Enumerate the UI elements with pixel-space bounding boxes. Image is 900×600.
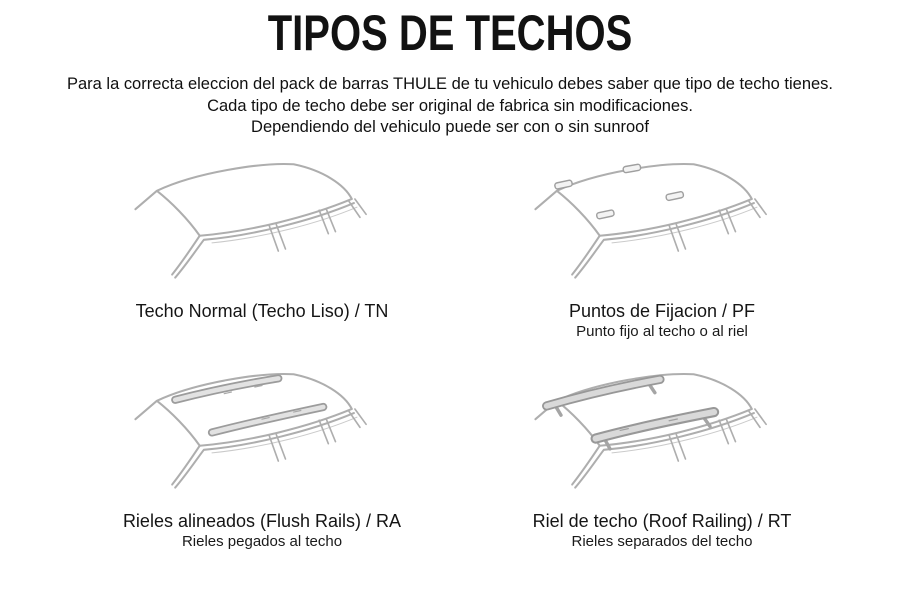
roof-railing-roof-sketch-icon xyxy=(492,360,832,508)
intro-line-3: Dependiendo del vehiculo puede ser con o sin sunroof xyxy=(251,117,649,136)
roof-type-card-tn xyxy=(72,150,452,322)
roof-type-sublabel-pf: Punto fijo al techo o al riel xyxy=(576,323,748,340)
page-title: TIPOS DE TECHOS xyxy=(267,5,633,61)
flush-rails-roof-sketch-icon xyxy=(92,360,432,508)
normal-roof-sketch-icon xyxy=(92,150,432,298)
roof-type-card-rt xyxy=(472,360,852,551)
fixpoint-roof-sketch-icon xyxy=(492,150,832,298)
roof-type-sublabel-ra: Rieles pegados al techo xyxy=(181,533,343,550)
roof-type-label-pf: Puntos de Fijacion / PF xyxy=(568,301,756,321)
roof-type-sublabel-rt: Rieles separados del techo xyxy=(571,533,753,550)
intro-line-1: Para la correcta eleccion del pack de barras THULE de tu vehiculo debes saber que tipo de techo tienes. xyxy=(66,74,834,93)
roof-type-label-ra: Rieles alineados (Flush Rails) / RA xyxy=(122,511,402,531)
intro-line-2: Cada tipo de techo debe ser original de fabrica sin modificaciones. xyxy=(207,95,693,115)
intro-paragraph xyxy=(14,73,887,138)
roof-type-label-rt: Riel de techo (Roof Railing) / RT xyxy=(532,511,792,531)
roof-type-card-pf xyxy=(472,150,852,341)
roof-type-card-ra xyxy=(72,360,452,551)
roof-type-label-tn: Techo Normal (Techo Liso) / TN xyxy=(135,301,389,321)
